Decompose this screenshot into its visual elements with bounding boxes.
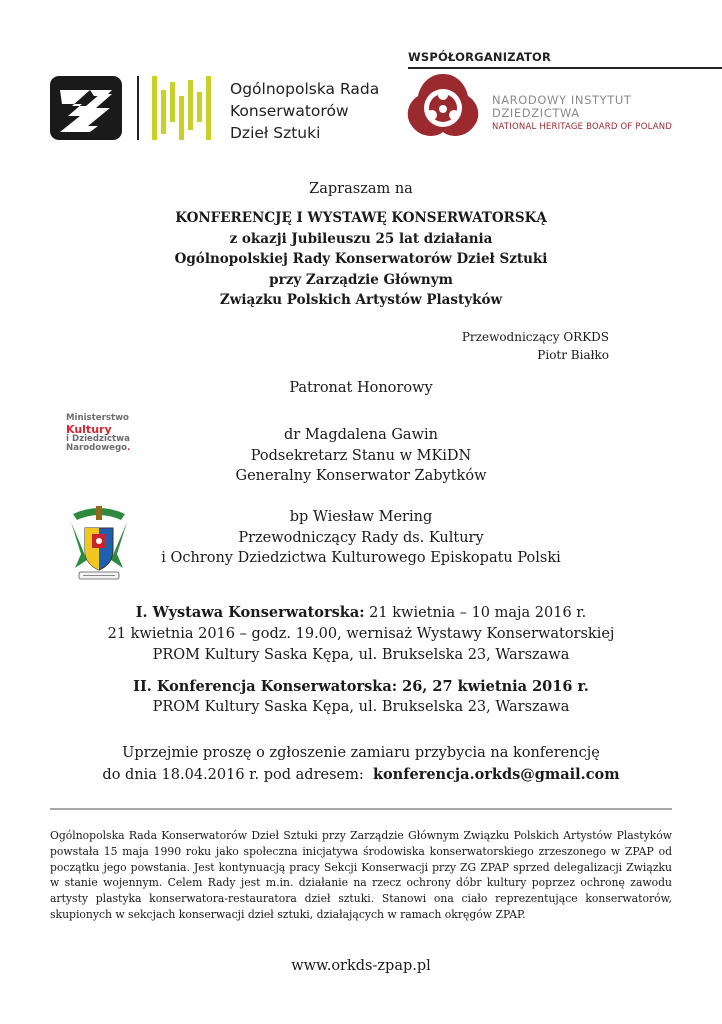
- rsvp-deadline: do dnia 18.04.2016 r. pod adresem:: [102, 767, 373, 783]
- exhibition-date-range: 21 kwietnia – 10 maja 2016 r.: [364, 605, 587, 621]
- nid-name: [492, 94, 672, 134]
- exhibition-label: I. Wystawa Konserwatorska:: [135, 604, 365, 621]
- chair-title: Przewodniczący ORKDS: [461, 330, 609, 344]
- exhibition-vernissage: 21 kwietnia 2016 – godz. 19.00, wernisaż Wystawy Konserwatorskiej: [107, 626, 615, 642]
- nid-name-english: NATIONAL HERITAGE BOARD OF POLAND: [492, 122, 673, 132]
- orkds-logo-bars: [152, 76, 214, 140]
- patron-1-line: Generalny Konserwator Zabytków: [235, 468, 487, 484]
- ministry-logo-dot-icon: .: [127, 443, 131, 454]
- conference-info: [0, 676, 722, 718]
- patron-1-line: dr Magdalena Gawin: [284, 427, 438, 443]
- exhibition-info: [0, 602, 722, 666]
- exhibition-venue: PROM Kultury Saska Kępa, ul. Brukselska 23, Warszawa: [152, 647, 570, 663]
- orkds-name: [230, 78, 379, 144]
- website-link[interactable]: www.orkds-zpap.pl: [291, 958, 431, 974]
- nid-logo-icon: [406, 72, 480, 140]
- orkds-name-line: Ogólnopolska Rada: [230, 80, 380, 98]
- invitation-intro: Zapraszam na: [309, 181, 413, 197]
- ministry-logo-line: i Dziedzictwa: [66, 433, 130, 444]
- patron-1: [0, 422, 722, 487]
- header-divider: [137, 76, 139, 140]
- coorganizer-rule: [408, 67, 722, 69]
- rsvp-email-link[interactable]: konferencja.orkds@gmail.com: [372, 766, 620, 783]
- rsvp-line-1: Uprzejmie proszę o zgłoszenie zamiaru przybycia na konferencję: [122, 745, 600, 761]
- coorganizer-label: WSPÓŁORGANIZATOR: [408, 50, 552, 64]
- chair-name: Piotr Białko: [537, 348, 609, 362]
- footer-about: Ogólnopolska Rada Konserwatorów Dzieł Sztuki przy Zarządzie Głównym Związku Polskich Artystów Plastyków powstała 15 maja 1990 roku jako społeczna inicjatywa środowiska konserwatorskiego zrzeszonego w ZPAP od początku jego powstania. Jest kontynuacją pracy Sekcji Konserwacji przy ZG ZPAP sprzed delegalizacji Związku w stanie wojennym. Celem Rady jest m.in. działanie na rzecz ochrony dóbr kultury poprzez ochronę zawodu artysty plastyka konserwatora-restauratora dzieł sztuki. Stanowi ona ciało reprezentujące konserwatorów, skupionych w sekcjach konserwacji dzieł sztuki, działających w ramach okręgów ZPAP.: [50, 829, 672, 921]
- conference-label: II. Konferencja Konserwatorska: 26, 27 kwietnia 2016 r.: [133, 678, 589, 695]
- orkds-name-line: Konserwatorów: [230, 102, 349, 120]
- exhibition-dates: [0, 602, 722, 624]
- footer-divider: [50, 808, 672, 810]
- orkds-name-line: Dzieł Sztuki: [230, 124, 321, 142]
- patron-1-line: Podsekretarz Stanu w MKiDN: [250, 447, 472, 464]
- rsvp-line-2: [0, 764, 722, 786]
- ministry-logo-line: Narodowego: [66, 443, 128, 454]
- patron-2-line: Przewodniczący Rady ds. Kultury: [238, 529, 484, 546]
- title-line: przy Zarządzie Głównym: [269, 271, 453, 288]
- nid-name-line2: DZIEDZICTWA: [492, 106, 580, 120]
- patron-2-line: bp Wiesław Mering: [289, 509, 433, 525]
- rsvp-request: [0, 743, 722, 786]
- title-line: Związku Polskich Artystów Plastyków: [219, 292, 503, 308]
- ministry-logo-line: Kultury: [66, 422, 112, 436]
- nid-name-line1: NARODOWY INSTYTUT: [492, 93, 632, 107]
- zpap-logo: [50, 76, 122, 140]
- patron-2-line: i Ochrony Dziedzictwa Kulturowego Episkopatu Polski: [161, 550, 561, 566]
- title-line: z okazji Jubileuszu 25 lat działania: [229, 230, 493, 247]
- patronage-heading: Patronat Honorowy: [289, 380, 433, 396]
- patron-2: [0, 507, 722, 569]
- title-line: KONFERENCJĘ I WYSTAWĘ KONSERWATORSKĄ: [175, 210, 547, 226]
- chair-signature: [462, 328, 609, 364]
- ministry-logo-line: Ministerstwo: [66, 413, 129, 423]
- conference-venue: PROM Kultury Saska Kępa, ul. Brukselska 23, Warszawa: [152, 699, 570, 715]
- title-line: Ogólnopolskiej Rady Konserwatorów Dzieł Sztuki: [174, 251, 548, 267]
- conference-title: [0, 208, 722, 311]
